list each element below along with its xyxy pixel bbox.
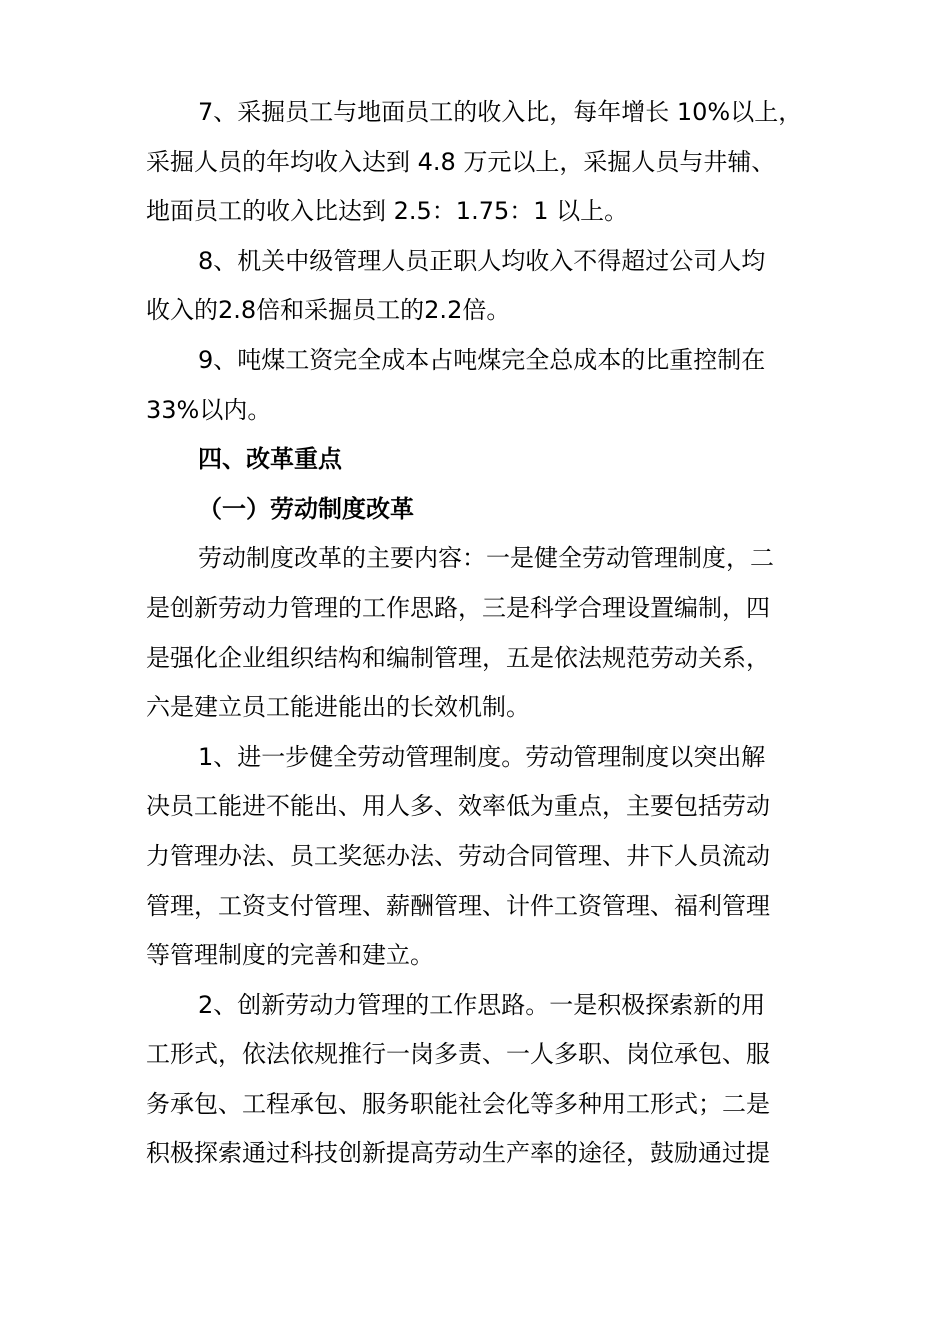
- subsection-heading-labor-system: （一）劳动制度改革: [198, 494, 414, 523]
- document-body: [146, 88, 814, 1179]
- item-1-line-3: 力管理办法、员工奖惩办法、劳动合同管理、井下人员流动: [146, 841, 770, 870]
- labor-reform-paragraph-line-4: 六是建立员工能进能出的长效机制。: [146, 693, 530, 722]
- item-2-line-1: 2、创新劳动力管理的工作思路。一是积极探索新的用: [198, 990, 766, 1019]
- paragraph-7-line-2: 采掘人员的年均收入达到 4.8 万元以上，采掘人员与井辅、: [146, 147, 776, 176]
- paragraph-8-line-1: 8、机关中级管理人员正职人均收入不得超过公司人均: [198, 246, 766, 275]
- item-1-line-1: 1、进一步健全劳动管理制度。劳动管理制度以突出解: [198, 742, 766, 771]
- paragraph-7-line-1: 7、采掘员工与地面员工的收入比，每年增长 10%以上，: [198, 98, 803, 126]
- paragraph-8-line-2: 收入的2.8倍和采掘员工的2.2倍。: [146, 296, 511, 325]
- item-2-line-3: 务承包、工程承包、服务职能社会化等多种用工形式；二是: [146, 1089, 770, 1118]
- paragraph-9-line-1: 9、吨煤工资完全成本占吨煤完全总成本的比重控制在: [198, 345, 766, 374]
- labor-reform-paragraph-line-2: 是创新劳动力管理的工作思路，三是科学合理设置编制，四: [146, 593, 770, 622]
- section-heading-reform-focus: 四、改革重点: [198, 445, 342, 474]
- paragraph-7-line-3: 地面员工的收入比达到 2.5：1.75：1 以上。: [146, 197, 629, 226]
- paragraph-9-line-2: 33%以内。: [146, 395, 272, 424]
- item-1-line-5: 等管理制度的完善和建立。: [146, 941, 434, 970]
- item-1-line-4: 管理，工资支付管理、薪酬管理、计件工资管理、福利管理: [146, 891, 770, 920]
- item-2-line-2: 工形式，依法依规推行一岗多责、一人多职、岗位承包、服: [146, 1040, 770, 1069]
- labor-reform-paragraph-line-1: 劳动制度改革的主要内容：一是健全劳动管理制度，二: [198, 544, 774, 573]
- item-2-line-4: 积极探索通过科技创新提高劳动生产率的途径，鼓励通过提: [146, 1139, 770, 1168]
- item-1-line-2: 决员工能进不能出、用人多、效率低为重点，主要包括劳动: [146, 792, 770, 821]
- labor-reform-paragraph-line-3: 是强化企业组织结构和编制管理，五是依法规范劳动关系，: [146, 643, 770, 672]
